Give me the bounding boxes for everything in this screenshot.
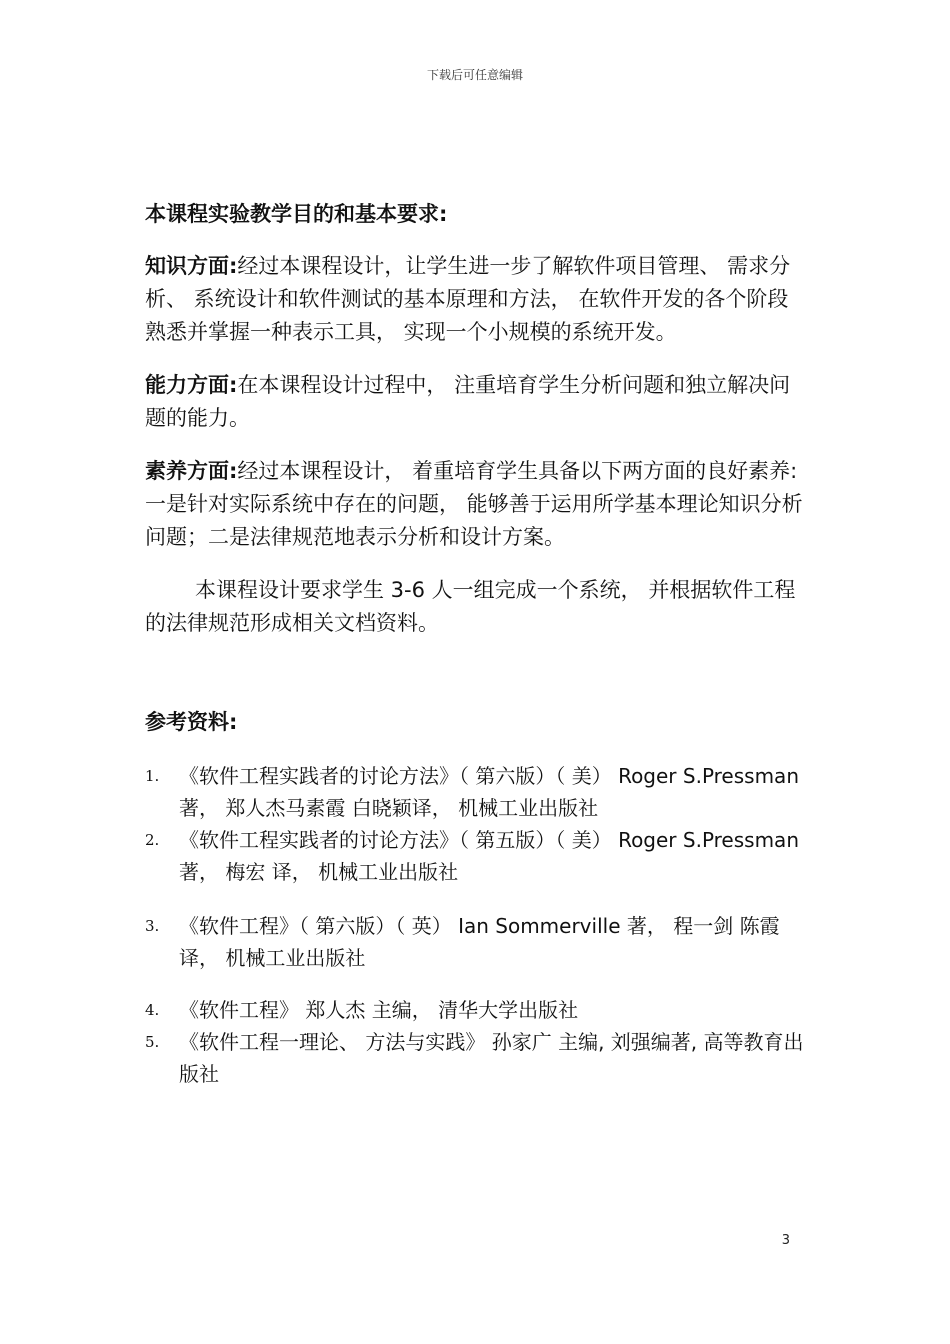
paragraph-knowledge <box>145 250 805 349</box>
reference-number: 1. <box>145 767 160 785</box>
reference-text: 《软件工程》（ 第六版）（ 英） Ian Sommerville 著， 程一剑 陈霞译， 机械工业出版社 <box>179 914 780 970</box>
reference-text: 《软件工程实践者的讨论方法》（ 第五版）（ 美） Roger S.Pressman 著， 梅宏 译， 机械工业出版社 <box>179 828 799 884</box>
reference-item <box>145 910 805 974</box>
reference-text: 《软件工程实践者的讨论方法》（ 第六版）（ 美） Roger S.Pressman 著， 郑人杰马素霞 白晓颖译， 机械工业出版社 <box>179 764 799 820</box>
paragraph-ability <box>145 369 805 435</box>
document-body <box>145 198 805 1090</box>
reference-number: 4. <box>145 1001 160 1019</box>
paragraph-lead: 知识方面: <box>145 254 238 278</box>
reference-item <box>145 760 805 824</box>
paragraph-text: 经过本课程设计， 着重培育学生具备以下两方面的良好素养:一是针对实际系统中存在的问题， 能够善于运用所学基本理论知识分析问题；二是法律规范地表示分析和设计方案。 <box>145 459 803 549</box>
reference-number: 3. <box>145 917 160 935</box>
page-number: 3 <box>781 1233 790 1248</box>
reference-text: 《软件工程一理论、 方法与实践》 孙家广 主编, 刘强编著, 高等教育出版社 <box>179 1030 804 1086</box>
reference-number: 5. <box>145 1033 160 1051</box>
paragraph-note: 本课程设计要求学生 3-6 人一组完成一个系统， 并根据软件工程的法律规范形成相关文档资料。 <box>145 578 796 635</box>
reference-text: 《软件工程》 郑人杰 主编， 清华大学出版社 <box>179 998 579 1022</box>
reference-item <box>145 994 805 1026</box>
paragraph-text: 经过本课程设计，让学生进一步了解软件项目管理、 需求分析、 系统设计和软件测试的基本原理和方法， 在软件开发的各个阶段熟悉并掌握一种表示工具， 实现一个小规模的系统开发。 <box>145 254 791 344</box>
paragraph-lead: 素养方面: <box>145 459 238 483</box>
references-title: 参考资料: <box>145 710 238 734</box>
reference-item <box>145 824 805 888</box>
section-heading: 本课程实验教学目的和基本要求: <box>145 202 448 226</box>
paragraph-literacy <box>145 455 805 554</box>
paragraph-lead: 能力方面: <box>145 373 238 397</box>
paragraph-text: 在本课程设计过程中， 注重培育学生分析问题和独立解决问题的能力。 <box>145 373 791 430</box>
reference-item <box>145 1026 805 1090</box>
reference-number: 2. <box>145 831 160 849</box>
page-header: 下载后可任意编辑 <box>426 68 523 82</box>
references-list <box>145 760 805 1090</box>
